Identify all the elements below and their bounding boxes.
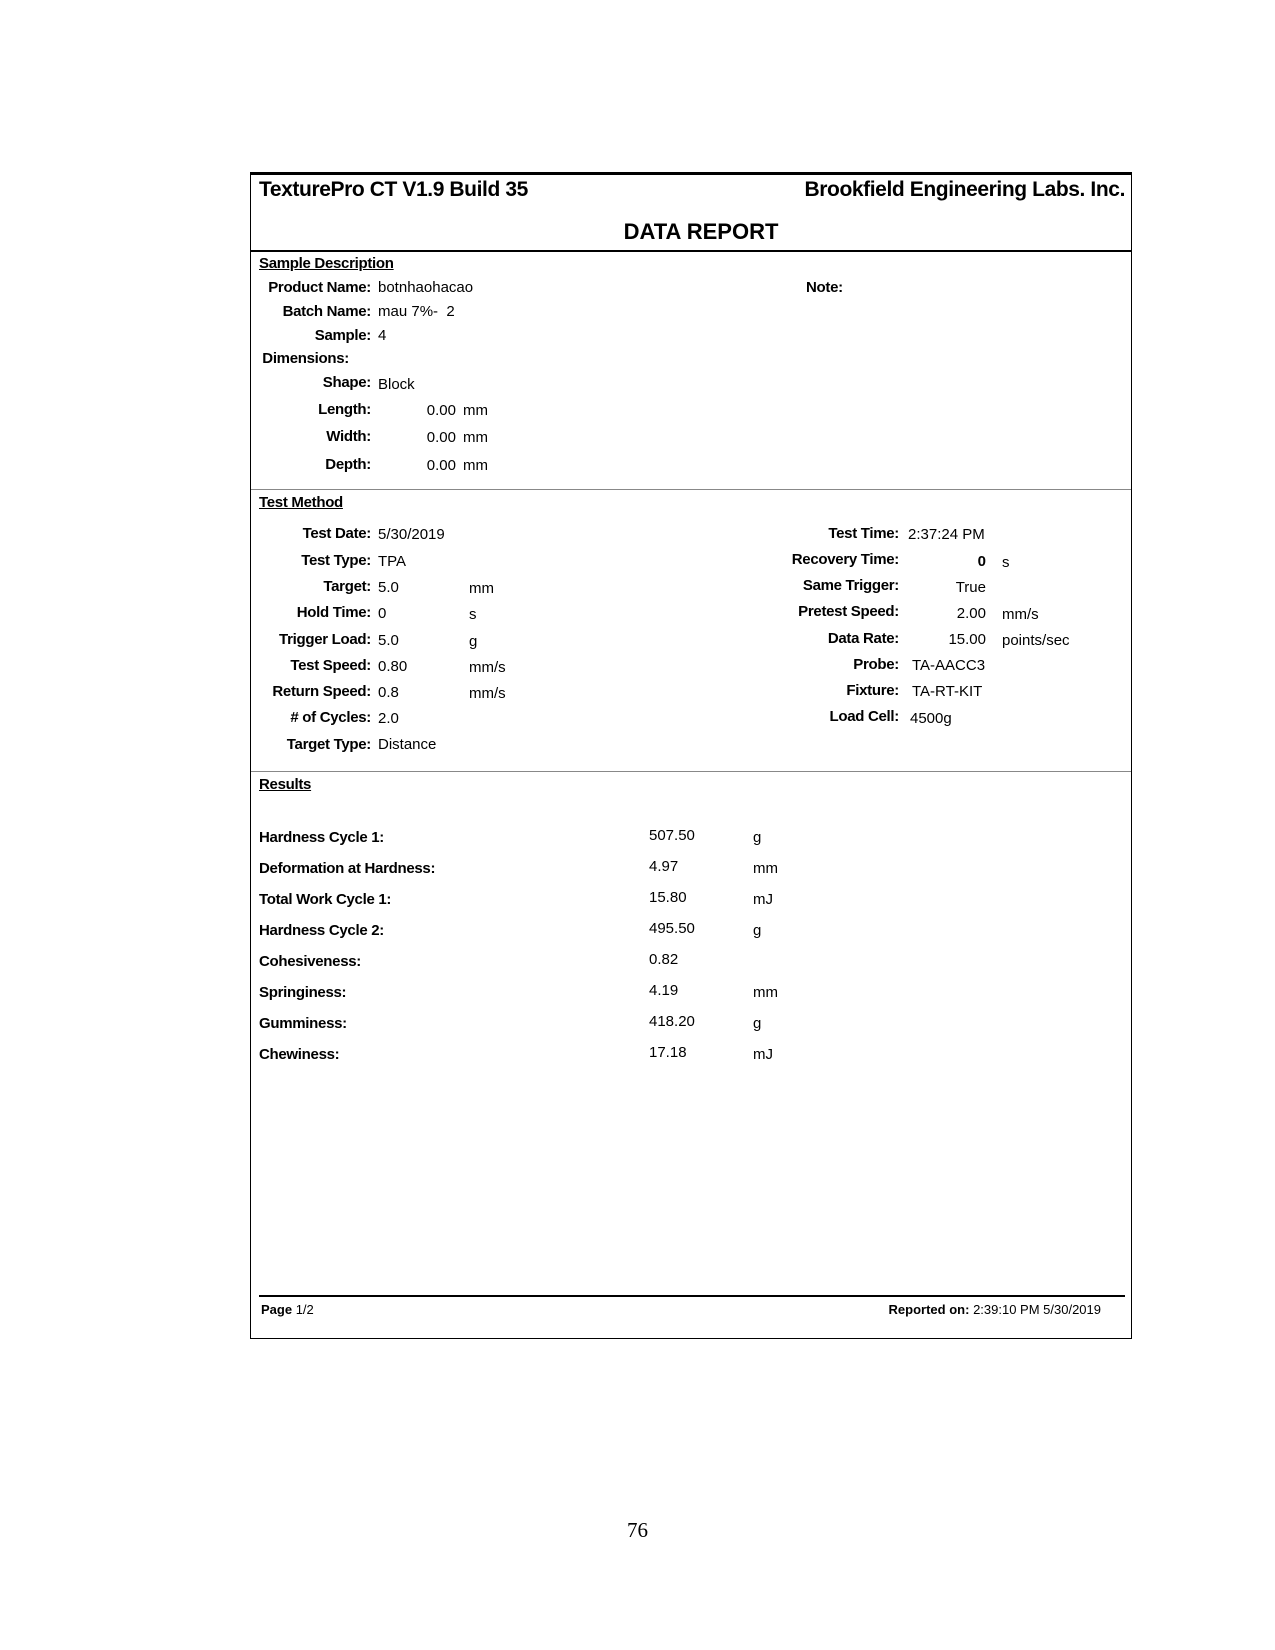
recovery-time-value: 0 bbox=[977, 553, 986, 570]
dimensions-label: Dimensions: bbox=[262, 350, 349, 367]
length-label: Length: bbox=[318, 401, 371, 418]
return-speed-label: Return Speed: bbox=[272, 683, 371, 700]
width-label: Width: bbox=[326, 428, 371, 445]
result-label: Total Work Cycle 1: bbox=[259, 891, 392, 908]
sample-divider bbox=[251, 489, 1131, 490]
sample-value: 4 bbox=[378, 327, 387, 344]
result-label: Hardness Cycle 2: bbox=[259, 922, 384, 939]
result-value: 507.50 bbox=[649, 827, 695, 844]
result-unit: g bbox=[753, 922, 762, 939]
test-date-value: 5/30/2019 bbox=[378, 526, 445, 543]
data-report bbox=[250, 172, 1132, 1339]
sample-label: Sample: bbox=[314, 327, 371, 344]
result-label: Chewiness: bbox=[259, 1046, 340, 1063]
reported-on bbox=[889, 1302, 1101, 1317]
result-value: 15.80 bbox=[649, 889, 687, 906]
hold-time-unit: s bbox=[469, 606, 477, 623]
shape-value: Block bbox=[378, 376, 415, 393]
report-page-indicator bbox=[261, 1302, 314, 1317]
page-value: 1/2 bbox=[295, 1302, 314, 1317]
target-label: Target: bbox=[323, 578, 371, 595]
test-type-label: Test Type: bbox=[301, 552, 371, 569]
probe-value: TA-AACC3 bbox=[912, 657, 986, 674]
result-value: 4.19 bbox=[649, 982, 679, 999]
same-trigger-value: True bbox=[955, 579, 986, 596]
data-rate-label: Data Rate: bbox=[827, 630, 899, 647]
cycles-value: 2.0 bbox=[378, 710, 399, 727]
load-cell-value: 4500g bbox=[910, 710, 952, 727]
batch-name-value: mau 7%- 2 bbox=[378, 303, 455, 320]
trigger-load-label: Trigger Load: bbox=[279, 631, 371, 648]
hold-time-label: Hold Time: bbox=[296, 604, 371, 621]
depth-value: 0.00 bbox=[426, 457, 456, 474]
sample-description-heading: Sample Description bbox=[259, 255, 394, 272]
result-unit: g bbox=[753, 1015, 762, 1032]
shape-label: Shape: bbox=[322, 374, 371, 391]
result-value: 0.82 bbox=[649, 951, 679, 968]
test-speed-value: 0.80 bbox=[378, 658, 408, 675]
length-value: 0.00 bbox=[426, 402, 456, 419]
target-value: 5.0 bbox=[378, 579, 399, 596]
result-unit: mm bbox=[753, 860, 778, 877]
trigger-load-unit: g bbox=[469, 633, 478, 650]
target-unit: mm bbox=[469, 580, 494, 597]
product-name-label: Product Name: bbox=[268, 279, 371, 296]
result-unit: g bbox=[753, 829, 762, 846]
fixture-value: TA-RT-KIT bbox=[912, 683, 983, 700]
test-time-value: 2:37:24 PM bbox=[908, 526, 985, 543]
batch-name-label: Batch Name: bbox=[282, 303, 371, 320]
result-unit: mJ bbox=[753, 1046, 773, 1063]
pretest-speed-label: Pretest Speed: bbox=[798, 603, 899, 620]
trigger-load-value: 5.0 bbox=[378, 632, 399, 649]
depth-label: Depth: bbox=[325, 456, 371, 473]
document-page-number: 76 bbox=[627, 1518, 648, 1542]
result-value: 17.18 bbox=[649, 1044, 687, 1061]
result-label: Gumminess: bbox=[259, 1015, 347, 1032]
result-unit: mJ bbox=[753, 891, 773, 908]
data-rate-value: 15.00 bbox=[948, 631, 986, 648]
result-label: Cohesiveness: bbox=[259, 953, 361, 970]
result-value: 495.50 bbox=[649, 920, 695, 937]
return-speed-value: 0.8 bbox=[378, 684, 399, 701]
test-method-heading: Test Method bbox=[259, 494, 343, 511]
return-speed-unit: mm/s bbox=[469, 685, 506, 702]
width-unit: mm bbox=[463, 429, 488, 446]
width-value: 0.00 bbox=[426, 429, 456, 446]
length-unit: mm bbox=[463, 402, 488, 419]
method-divider bbox=[251, 771, 1131, 772]
recovery-time-unit: s bbox=[1002, 554, 1010, 571]
result-label: Hardness Cycle 1: bbox=[259, 829, 384, 846]
load-cell-label: Load Cell: bbox=[829, 708, 899, 725]
test-time-label: Test Time: bbox=[828, 525, 899, 542]
reported-value: 2:39:10 PM 5/30/2019 bbox=[973, 1302, 1101, 1317]
same-trigger-label: Same Trigger: bbox=[802, 577, 899, 594]
result-value: 4.97 bbox=[649, 858, 679, 875]
cycles-label: # of Cycles: bbox=[290, 709, 371, 726]
hold-time-value: 0 bbox=[378, 605, 387, 622]
test-speed-label: Test Speed: bbox=[290, 657, 371, 674]
app-title: TexturePro CT V1.9 Build 35 bbox=[259, 178, 528, 201]
note-label: Note: bbox=[806, 279, 843, 296]
company-name: Brookfield Engineering Labs. Inc. bbox=[804, 178, 1125, 201]
result-label: Springiness: bbox=[259, 984, 347, 1001]
fixture-label: Fixture: bbox=[846, 682, 899, 699]
reported-label: Reported on: bbox=[888, 1302, 970, 1317]
result-label: Deformation at Hardness: bbox=[259, 860, 436, 877]
result-unit: mm bbox=[753, 984, 778, 1001]
depth-unit: mm bbox=[463, 457, 488, 474]
test-speed-unit: mm/s bbox=[469, 659, 506, 676]
pretest-speed-unit: mm/s bbox=[1002, 606, 1039, 623]
target-type-label: Target Type: bbox=[286, 736, 371, 753]
report-title: DATA REPORT bbox=[623, 219, 779, 244]
data-rate-unit: points/sec bbox=[1002, 632, 1070, 649]
header-divider bbox=[251, 250, 1131, 252]
results-heading: Results bbox=[259, 776, 312, 793]
product-name-value: botnhaohacao bbox=[378, 279, 474, 296]
page-label: Page bbox=[261, 1302, 293, 1317]
target-type-value: Distance bbox=[378, 736, 437, 753]
footer-divider bbox=[259, 1295, 1125, 1297]
probe-label: Probe: bbox=[853, 656, 899, 673]
test-date-label: Test Date: bbox=[302, 525, 371, 542]
pretest-speed-value: 2.00 bbox=[956, 605, 986, 622]
test-type-value: TPA bbox=[378, 553, 407, 570]
result-value: 418.20 bbox=[649, 1013, 695, 1030]
recovery-time-label: Recovery Time: bbox=[791, 551, 899, 568]
